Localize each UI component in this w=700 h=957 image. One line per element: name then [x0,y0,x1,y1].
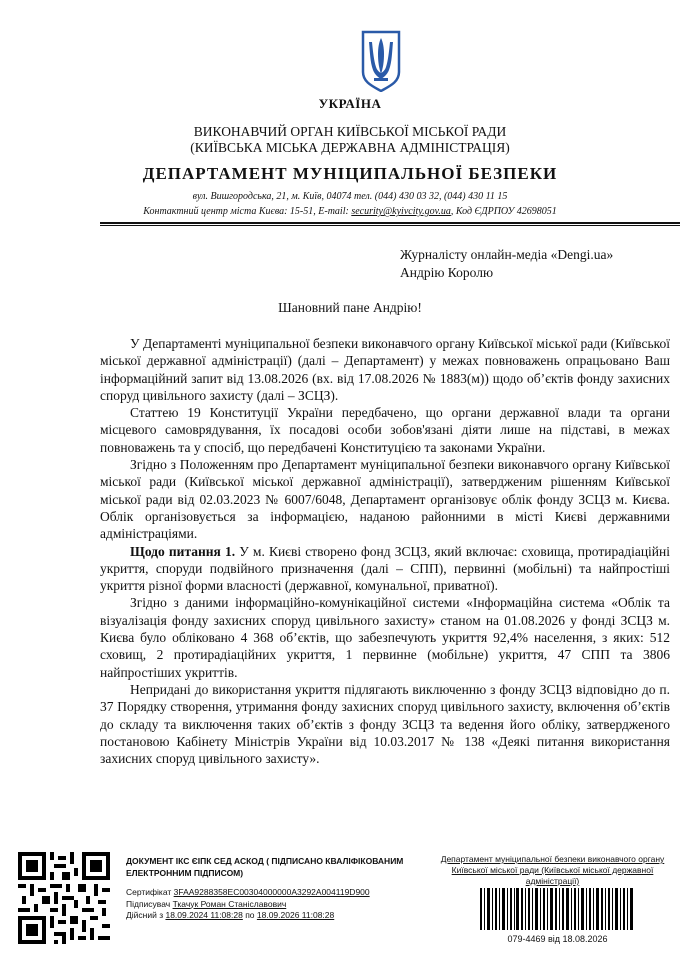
recipient-block [400,246,613,282]
validity-line [126,910,436,922]
contact-prefix: Контактний центр міста Києва: 15-51, E-mail: [143,206,352,217]
country-heading: УКРАЇНА [318,96,382,111]
question-label: Щодо питання 1. [130,543,236,559]
coat-of-arms-icon [360,30,402,92]
signer-value: Ткачук Роман Станіславович [172,898,287,909]
signer-label: Підписувач [126,898,173,909]
barcode-icon [480,888,635,930]
paragraph-1: У Департаменті муніципальної безпеки виконавчого органу Київської міської ради (Київської міської державної адміністрації) (далі – Департамент) у межах повноважень опрацьовано Ваш інформаційний запит від 13.08.2026 (вх. від 17.08.2026 № 1883(м)) щодо об’єктів фонду захисних споруд цивільного захисту (далі – ЗСЦЗ). [100,336,670,403]
organization-subname: (КИЇВСЬКА МІСЬКА ДЕРЖАВНА АДМІНІСТРАЦІЯ) [190,140,510,155]
certificate-value: 3FAA9288358EC00304000000A3292A004119D900 [173,887,370,897]
header-divider [100,222,680,224]
valid-from: 18.09.2024 11:08:28 [165,910,243,920]
paragraph-5: Згідно з даними інформаційно-комунікаційної системи «Інформаційна система «Облік та візуалізація фонду захисних споруд цивільного захисту» станом на 01.08.2026 у фонді ЗСЦЗ м. Києва було обліковано 4 368 об’єктів, що забезпечують укриття 92,4% населення, з яких: 512 сховищ, 2 протирадіаційних укриття, 1 первинне (мобільне) укриття, 47 СПП та 3806 найпростіших укриттів. [100,595,670,680]
qr-code-icon [18,852,110,944]
paragraph-6: Непридані до використання укриття підлягають виключенню з фонду ЗСЦЗ відповідно до п. 37 Порядку створення, утримання фонду захисних споруд цивільного захисту, включення об’єктів до складу та виключення таких об’єктів з фонду ЗСЦЗ та ведення його обліку, затвердженого постановою Кабінету Міністрів України від 10.03.2017 № 138 «Деякі питання використання захисних споруд цивільного захисту». [100,681,670,767]
contact-line [0,206,700,217]
valid-to: 18.09.2026 11:08:28 [256,910,335,920]
paragraph-4-text: У м. Києві створено фонд ЗСЦЗ, який включає: сховища, протирадіаційні укриття, споруди подвійного призначення (далі – СПП), первинні (мобільні) та найпростіші укриття різної форми власності (державної, комунальної, приватної). [100,543,671,594]
registration-stamp [440,854,665,887]
greeting: Шановний пане Андрію! [278,300,422,315]
address-line: вул. Вишгородська, 21, м. Київ, 04074 тел. (044) 430 03 32, (044) 430 11 15 [192,191,508,202]
signature-block [126,856,436,922]
recipient-position: Журналісту онлайн-медіа «Dengi.ua» [400,247,614,262]
paragraph-4 [100,543,670,595]
validity-label: Дійсний з [126,910,166,920]
stamp-text: Департамент муніципальної безпеки виконавчого органу Київської міської ради (Київської міської державної адміністрації) [440,854,665,886]
recipient-name: Андрію Королю [400,265,494,280]
paragraph-3: Згідно з Положенням про Департамент муніципальної безпеки виконавчого органу Київської міської ради (Київської міської державної адміністрації), затвердженим рішенням Київської міської ради від 02.03.2023 № 6007/6048, Департамент організовує облік фонду ЗСЦЗ м. Києва. Облік організовується за інформацією, наданою районними в місті Києві державними адміністраціями. [100,457,670,542]
registration-number: 079-4469 від 18.08.2026 [507,934,608,944]
organization-name: ВИКОНАВЧИЙ ОРГАН КИЇВСЬКОЇ МІСЬКОЇ РАДИ [193,124,507,139]
letter-body [100,335,670,767]
department-name: ДЕПАРТАМЕНТ МУНІЦИПАЛЬНОЇ БЕЗПЕКИ [142,164,558,183]
header-divider-thin [100,225,680,226]
edrpou-code: , Код ЄДРПОУ 42698051 [450,206,557,217]
certificate-label: Сертифікат [126,887,174,897]
signer-line [126,899,436,911]
email-link[interactable]: security@kyivcity.gov.ua [351,206,451,217]
paragraph-2: Статтею 19 Конституції України передбачено, що органи державної влади та органи місцевого самоврядування, їх посадові особи зобов'язані діяти лише на підставі, в межах повноважень та у спосіб, що передбачені Конституцією та законами України. [100,405,670,455]
validity-to-label: по [242,910,257,920]
certificate-line [126,887,436,899]
signature-title: ДОКУМЕНТ ІКС ЄІПК СЕД АСКОД ( ПІДПИСАНО КВАЛІФІКОВАНИМ ЕЛЕКТРОННИМ ПІДПИСОМ) [126,856,404,878]
